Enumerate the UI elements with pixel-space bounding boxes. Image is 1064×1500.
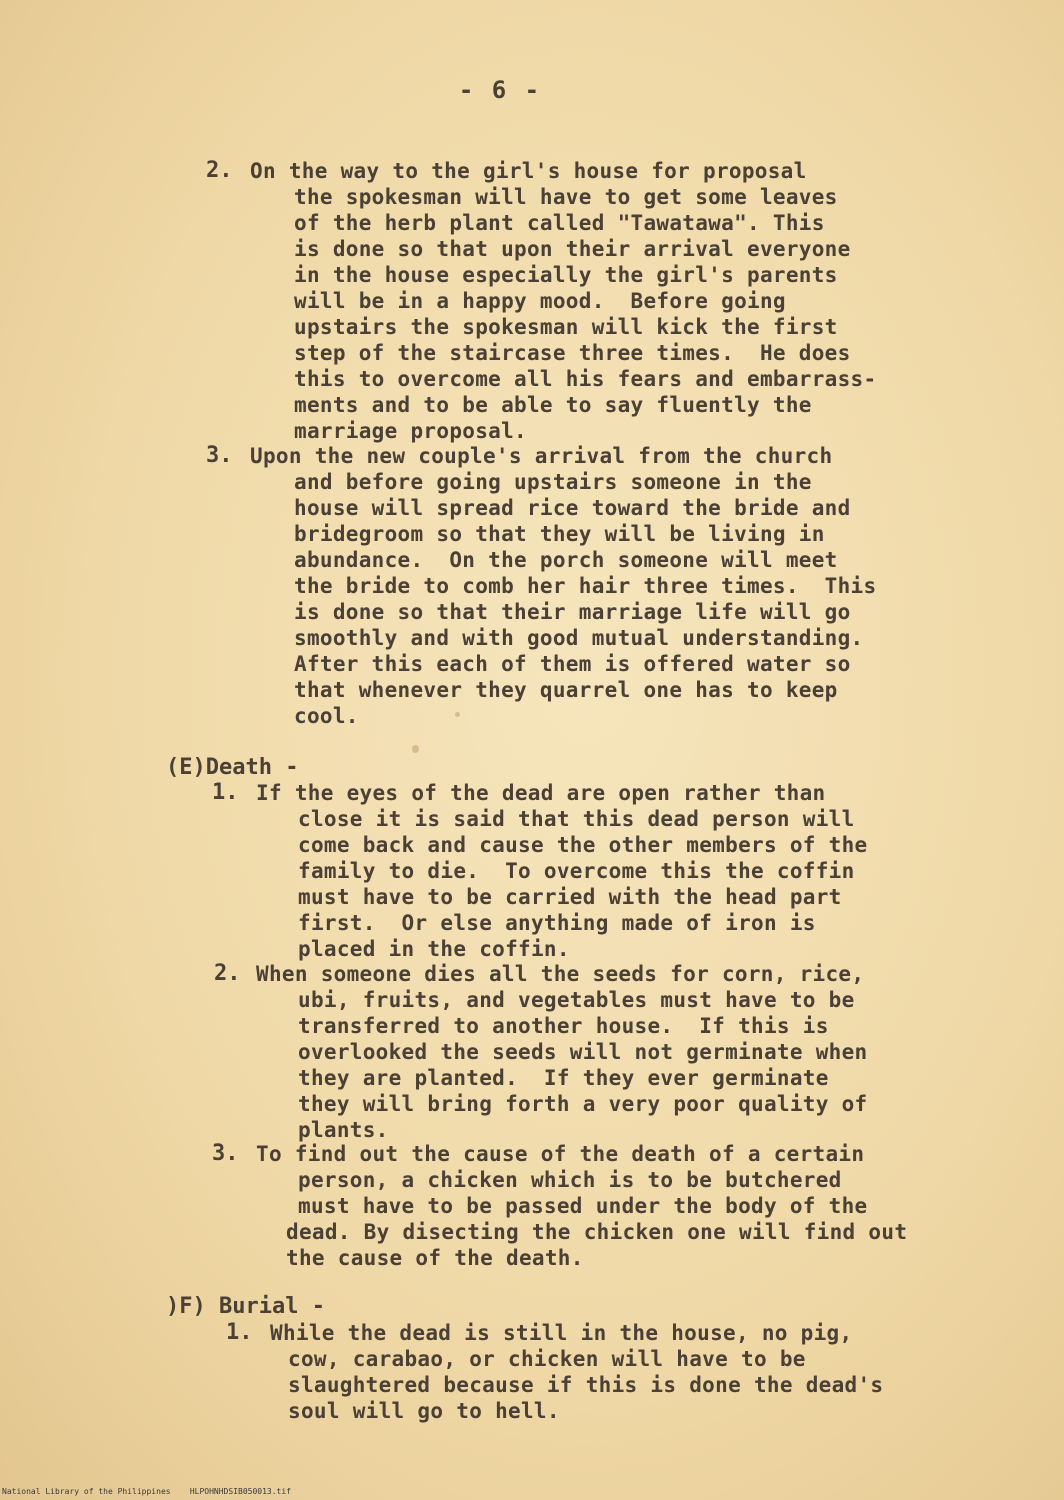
item-line: first. Or else anything made of iron is [298,911,816,935]
item-line: and before going upstairs someone in the [294,470,812,494]
item-line: cow, carabao, or chicken will have to be [288,1347,806,1371]
item-line: they will bring forth a very poor quality of [298,1092,868,1116]
item-line: plants. [298,1118,389,1142]
item-line: the cause of the death. [286,1246,584,1270]
item-line: marriage proposal. [294,419,527,443]
item-number: 1. [212,780,239,805]
item-line: is done so that their marriage life will go [294,600,851,624]
item-line: house will spread rice toward the bride and [294,496,851,520]
item-line: overlooked the seeds will not germinate when [298,1040,868,1064]
item-line: family to die. To overcome this the coffin [298,859,855,883]
item-line: When someone dies all the seeds for corn, rice, [256,962,865,986]
item-line: upstairs the spokesman will kick the first [294,315,838,339]
item-line: cool. [294,704,359,728]
item-line: transferred to another house. If this is [298,1014,829,1038]
item-line: If the eyes of the dead are open rather than [256,781,826,805]
item-line: this to overcome all his fears and embarrass- [294,367,877,391]
item-line: While the dead is still in the house, no pig, [270,1321,853,1345]
item-line: is done so that upon their arrival everyone [294,237,851,261]
item-line: they are planted. If they ever germinate [298,1066,829,1090]
item-line: slaughtered because if this is done the dead's [288,1373,884,1397]
item-line: Upon the new couple's arrival from the church [250,444,833,468]
item-line: step of the staircase three times. He does [294,341,851,365]
item-line: smoothly and with good mutual understanding. [294,626,864,650]
item-line: come back and cause the other members of the [298,833,868,857]
item-line: the spokesman will have to get some leaves [294,185,838,209]
item-line: must have to be carried with the head part [298,885,842,909]
item-line: bridegroom so that they will be living in [294,522,825,546]
item-line: To find out the cause of the death of a certain [256,1142,865,1166]
item-line: that whenever they quarrel one has to keep [294,678,838,702]
page-number: - 6 - [458,76,542,104]
item-line: placed in the coffin. [298,937,570,961]
item-line: dead. By disecting the chicken one will find out [286,1220,908,1244]
item-line: soul will go to hell. [288,1399,560,1423]
item-line: abundance. On the porch someone will meet [294,548,838,572]
item-line: person, a chicken which is to be butchered [298,1168,842,1192]
item-line: On the way to the girl's house for proposal [250,159,807,183]
archive-footer: National Library of the Philippines HLPOHNHDSIB050013.tif [2,1487,291,1496]
item-line: in the house especially the girl's parents [294,263,838,287]
item-line: ments and to be able to say fluently the [294,393,812,417]
item-number: 1. [226,1320,253,1345]
item-number: 3. [212,1141,239,1166]
item-number: 2. [206,158,233,183]
item-line: must have to be passed under the body of the [298,1194,868,1218]
item-line: will be in a happy mood. Before going [294,289,786,313]
section-heading-death: (E)Death - [166,755,299,780]
item-line: close it is said that this dead person will [298,807,855,831]
item-line: After this each of them is offered water so [294,652,851,676]
item-number: 2. [214,961,241,986]
section-heading-burial: )F) Burial - [166,1294,325,1319]
item-number: 3. [206,443,233,468]
item-line: ubi, fruits, and vegetables must have to be [298,988,855,1012]
item-line: of the herb plant called "Tawatawa". This [294,211,825,235]
item-line: the bride to comb her hair three times. This [294,574,877,598]
